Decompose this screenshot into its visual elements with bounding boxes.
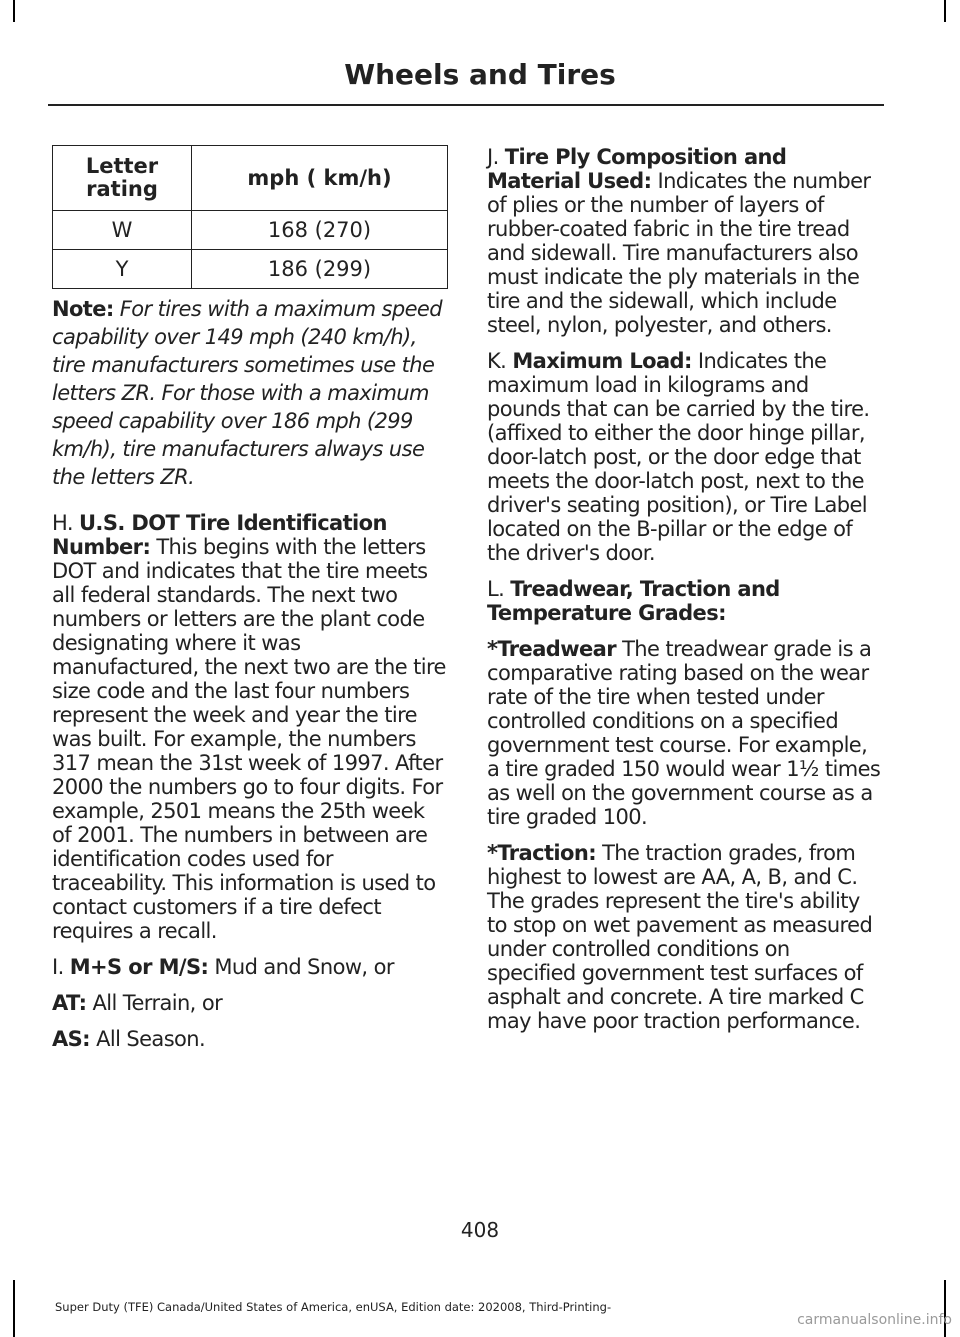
note-text: For tires with a maximum speed capability over 149 mph (240 km/h), tire manufacturers sometimes use the letters ZR. For those with a maximum speed capability over 186 mph (299 km/h), tire manufacturers always use the letters ZR. <box>52 297 442 489</box>
item-prefix: K. <box>487 349 507 373</box>
paragraph-l <box>487 577 881 625</box>
item-title: *Traction: <box>487 841 596 865</box>
footer-edition-info: Super Duty (TFE) Canada/United States of America, enUSA, Edition date: 202008, Third-Printing- <box>55 1300 612 1314</box>
item-title: AS: <box>52 1027 90 1051</box>
item-text: Indicates the number of plies or the number of layers of rubber-coated fabric in the tire tread and sidewall. Tire manufacturers also must indicate the ply materials in the tire and the sidewall, which include steel, nylon, polyester, and others. <box>487 169 871 337</box>
table-row <box>53 250 448 289</box>
header-divider <box>48 104 884 106</box>
item-title: Treadwear, Traction and Temperature Grades: <box>487 577 780 625</box>
item-title: Maximum Load: <box>512 349 692 373</box>
crop-mark-top-right <box>944 0 946 22</box>
table-header-row <box>53 146 448 211</box>
item-prefix: I. <box>52 955 64 979</box>
item-prefix: H. <box>52 511 73 535</box>
table-cell: 168 (270) <box>192 211 448 250</box>
paragraph-i <box>52 955 448 979</box>
note-label: Note: <box>52 297 114 321</box>
table-row <box>53 211 448 250</box>
page-number: 408 <box>460 1218 500 1242</box>
item-text: The treadwear grade is a comparative rating based on the wear rate of the tire when tested under controlled conditions on a specified government test course. For example, a tire graded 150 would wear 1½ times as well on the government course as a tire graded 100. <box>487 637 881 829</box>
paragraph-h <box>52 511 448 943</box>
paragraph-k <box>487 349 881 565</box>
item-text: All Season. <box>96 1027 206 1051</box>
item-title: U.S. DOT Tire Identification Number: <box>52 511 387 559</box>
item-prefix: L. <box>487 577 505 601</box>
note-paragraph <box>52 295 448 491</box>
crop-mark-top-left <box>13 0 15 22</box>
item-title: AT: <box>52 991 87 1015</box>
crop-mark-bottom-left <box>13 1280 15 1337</box>
crop-mark-bottom-right <box>944 1280 946 1337</box>
item-text: All Terrain, or <box>92 991 223 1015</box>
item-prefix: J. <box>487 145 499 169</box>
item-title: M+S or M/S: <box>69 955 209 979</box>
paragraph-traction <box>487 841 881 1033</box>
table-header-cell: mph ( km/h) <box>192 146 448 211</box>
paragraph-as <box>52 1027 448 1051</box>
paragraph-at <box>52 991 448 1015</box>
item-text: The traction grades, from highest to lowest are AA, A, B, and C. The grades represent the tire's ability to stop on wet pavement as measured under controlled conditions on specified government test surfaces of asphalt and concrete. A tire marked C may have poor traction performance. <box>487 841 873 1033</box>
item-title: Tire Ply Composition and Material Used: <box>487 145 787 193</box>
item-text: Indicates the maximum load in kilograms and pounds that can be carried by the tire. (affixed to either the door hinge pillar, door-latch post, or the door edge that meets the door-latch post, next to the driver's seating position), or Tire Label located on the B-pillar or the edge of the driver's door. <box>487 349 870 565</box>
right-column <box>487 145 881 1045</box>
table-cell: Y <box>53 250 192 289</box>
item-title: *Treadwear <box>487 637 616 661</box>
watermark: carmanualsonline.info <box>797 1312 952 1328</box>
table-cell: 186 (299) <box>192 250 448 289</box>
left-column <box>52 145 448 1063</box>
table-cell: W <box>53 211 192 250</box>
item-text: This begins with the letters DOT and indicates that the tire meets all federal standards. The next two numbers or letters are the plant code designating where it was manufactured, the next two are the tire size code and the last four numbers represent the week and year the tire was built. For example, the numbers 317 mean the 31st week of 1997. After 2000 the numbers go to four digits. For example, 2501 means the 25th week of 2001. The numbers in between are identification codes used for traceability. This information is used to contact customers if a tire defect requires a recall. <box>52 535 446 943</box>
table-header-cell: Letter rating <box>53 146 192 211</box>
speed-rating-table <box>52 145 448 289</box>
page-title: Wheels and Tires <box>344 58 616 91</box>
paragraph-j <box>487 145 881 337</box>
item-text: Mud and Snow, or <box>214 955 394 979</box>
paragraph-treadwear <box>487 637 881 829</box>
